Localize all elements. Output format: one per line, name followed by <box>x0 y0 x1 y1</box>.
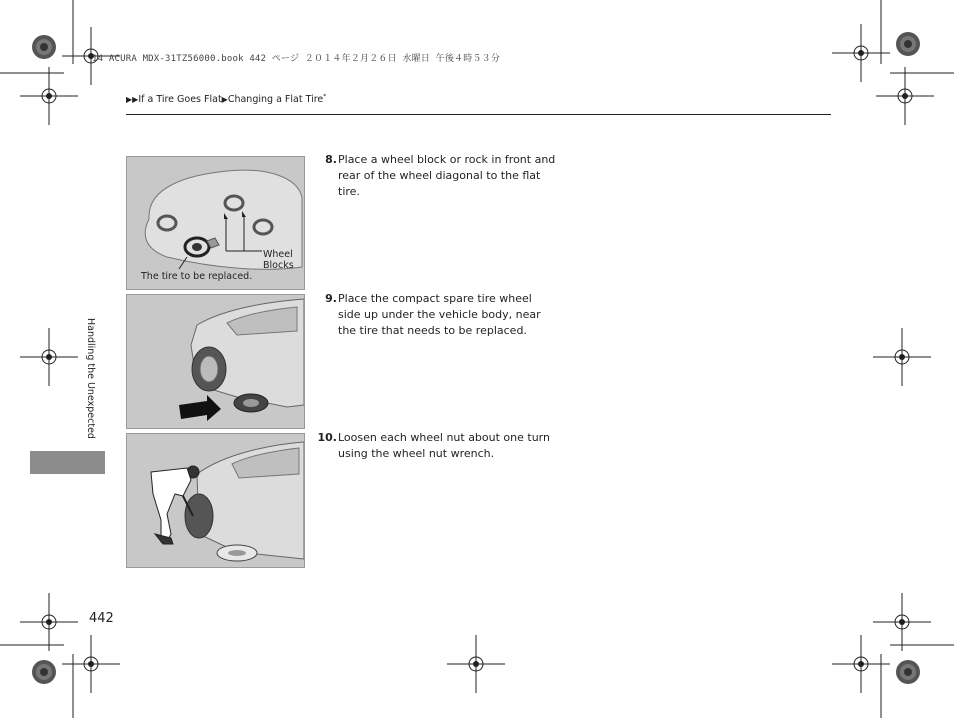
step-9-number: 9. <box>325 292 337 305</box>
page-number: 442 <box>89 611 114 626</box>
breadcrumb-link-changing-tire[interactable]: Changing a Flat Tire <box>227 94 324 106</box>
figure-loosen-wheel-nuts <box>126 433 305 568</box>
print-info: 14 ACURA MDX-31TZ56000.book 442 ページ ２０１４年２月２６日 水曜日 午後４時５３分 <box>92 54 501 64</box>
side-section-label: Handling the Unexpected <box>85 318 96 439</box>
label-wheel: Wheel <box>263 249 293 260</box>
step-8-number: 8. <box>325 153 337 166</box>
step-9 <box>316 291 556 339</box>
label-blocks: Blocks <box>263 260 294 271</box>
figure-spare-tire-placement <box>126 294 305 429</box>
step-10-number: 10. <box>317 431 337 444</box>
step-8 <box>316 152 556 200</box>
label-tire-to-replace: The tire to be replaced. <box>141 271 253 282</box>
step-10-text: Loosen each wheel nut about one turn using the wheel nut wrench. <box>338 431 550 460</box>
breadcrumb-asterisk: * <box>323 93 327 100</box>
spare-tire-illustration <box>127 295 304 428</box>
breadcrumb-arrows-icon: ▶▶ <box>126 95 139 105</box>
step-10 <box>316 430 556 462</box>
side-tab[interactable] <box>30 451 105 474</box>
loosen-nuts-illustration <box>127 434 304 567</box>
breadcrumb-arrow-icon: ▶ <box>221 95 228 105</box>
step-9-text: Place the compact spare tire wheel side up under the vehicle body, near the tire that needs to be replaced. <box>338 292 541 337</box>
header-rule <box>126 114 831 115</box>
step-8-text: Place a wheel block or rock in front and rear of the wheel diagonal to the flat tire. <box>338 153 556 198</box>
figure-wheel-blocks <box>126 156 305 290</box>
breadcrumb <box>126 93 326 105</box>
breadcrumb-link-flat-tire[interactable]: If a Tire Goes Flat <box>138 94 222 106</box>
